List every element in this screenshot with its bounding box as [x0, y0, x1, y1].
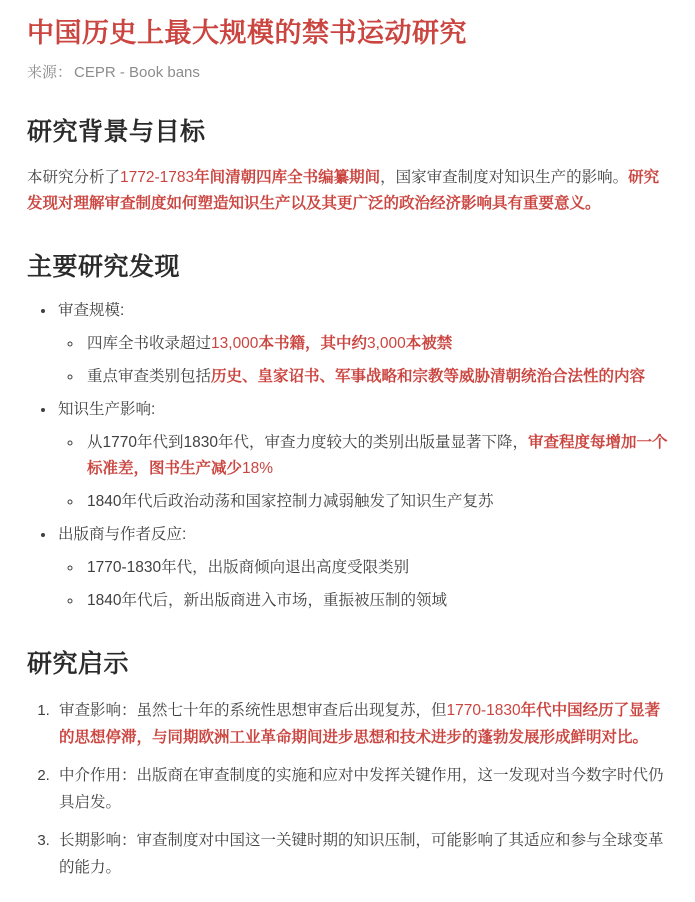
numbered-list-item [54, 697, 668, 751]
text-segment: 出版商与作者反应: [58, 526, 187, 544]
list-item-title [58, 526, 186, 543]
numbered-list-item [54, 762, 668, 816]
text-segment: ，国家审查制度对知识生产的影响。 [380, 168, 629, 186]
source-line [27, 61, 668, 82]
source-value: CEPR - Book bans [74, 64, 200, 82]
text-segment: 13,000 [211, 335, 259, 353]
text-segment: 知识生产影响: [58, 401, 156, 419]
text-segment: 审查程度每增加一个标准差，图书生产减少 [87, 434, 668, 478]
list-item [56, 396, 668, 515]
sub-list-item [83, 587, 668, 614]
sub-list-item [83, 429, 668, 482]
text-segment: 18% [242, 460, 274, 478]
sub-list [58, 330, 668, 390]
source-label: 来源： [27, 64, 73, 82]
text-segment: 长期影响：审查制度对中国这一关键时期的知识压制，可能影响了其适应和参与全球变革的能力。 [59, 831, 664, 876]
section-heading-background: 研究背景与目标 [27, 118, 206, 147]
sub-list [58, 429, 668, 515]
findings-list [27, 297, 668, 614]
text-segment: 年代中国经历了显著的思想停滞，与同期欧洲工业革命期间进步思想和技术进步的蓬勃发展形成鲜明对比。 [59, 701, 661, 746]
sub-list [58, 554, 668, 614]
text-segment: 历史、皇家诏书、军事战略和宗教等威胁清朝统治合法性的内容 [211, 368, 646, 386]
text-segment: 中介作用：出版商在审查制度的实施和应对中发挥关键作用，这一发现对当今数字时代仍具启发。 [59, 766, 664, 811]
text-segment: 1840年代后，新出版商进入市场，重振被压制的领域 [87, 592, 447, 610]
text-segment: 1840年代后政治动荡和国家控制力减弱触发了知识生产复苏 [87, 493, 494, 511]
text-segment: 年间清朝四库全书编纂期间 [194, 168, 381, 186]
numbered-list-item [54, 827, 668, 881]
text-segment: 本被禁 [405, 335, 453, 353]
list-item-title [58, 401, 155, 418]
text-segment: 本书籍，其中约 [258, 335, 367, 353]
text-segment: 1770-1830 [446, 701, 521, 719]
section-heading-findings: 主要研究发现 [27, 252, 181, 281]
list-item-title [58, 302, 124, 319]
list-item [56, 521, 668, 614]
text-segment: 审查规模: [58, 302, 125, 320]
implications-list [27, 697, 668, 881]
text-segment: 1772-1783 [120, 168, 195, 186]
sub-list-item [83, 363, 668, 390]
text-segment: 审查影响：虽然七十年的系统性思想审查后出现复苏，但 [59, 701, 447, 719]
text-segment: 本研究分析了 [27, 168, 121, 186]
text-segment: 四库全书收录超过 [87, 335, 212, 353]
text-segment: 研究发现对理解审查制度如何塑造知识生产以及其更广泛的政治经济影响具有重要意义。 [27, 168, 660, 212]
sub-list-item [83, 554, 668, 581]
section-heading-implications: 研究启示 [27, 650, 130, 679]
text-segment: 重点审查类别包括 [87, 368, 212, 386]
text-segment: 1770-1830年代，出版商倾向退出高度受限类别 [87, 559, 410, 577]
page-title: 中国历史上最大规模的禁书运动研究 [27, 18, 467, 48]
text-segment: 从1770年代到1830年代，审查力度较大的类别出版量显著下降， [87, 434, 528, 452]
sub-list-item [83, 488, 668, 515]
list-item [56, 297, 668, 390]
background-paragraph [27, 165, 668, 217]
sub-list-item [83, 330, 668, 357]
text-segment: 3,000 [366, 335, 406, 353]
